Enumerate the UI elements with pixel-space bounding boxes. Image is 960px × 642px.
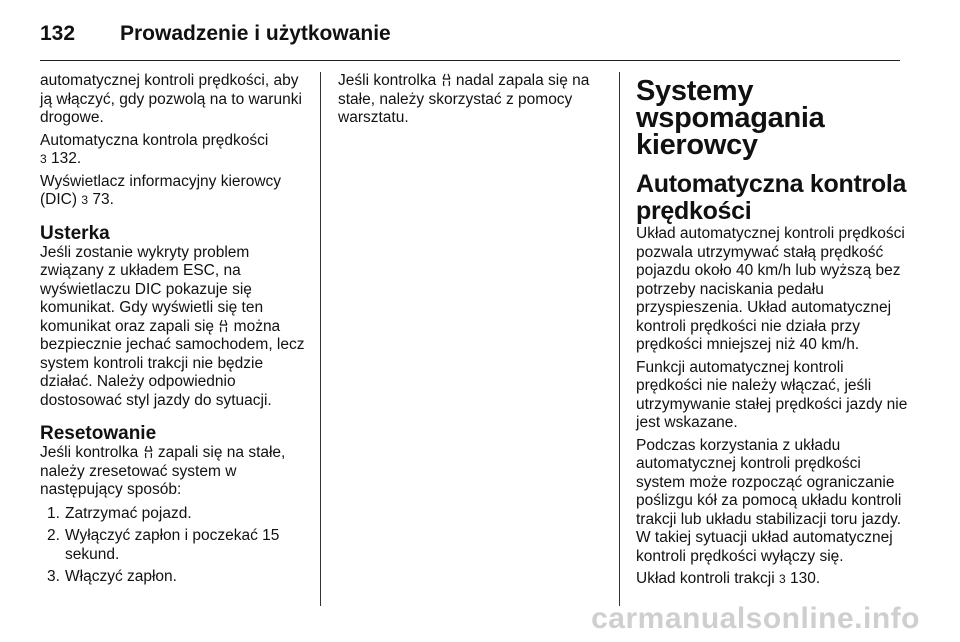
- column-divider: [320, 72, 321, 606]
- column-divider: [619, 72, 620, 606]
- heading-fault: Usterka: [40, 222, 110, 244]
- cross-reference: Automatyczna kontrola prędkości 3 132.: [40, 131, 269, 167]
- paragraph: Jeśli kontrolka nadal zapala się na stałe, należy skorzystać z pomocy warsztatu.: [338, 72, 590, 126]
- watermark: carmanualsonline.info: [591, 602, 920, 635]
- traction-control-icon: [441, 73, 452, 87]
- column-3: [636, 68, 908, 593]
- section-heading: Systemy wspomagania kierowcy: [636, 75, 825, 161]
- column-1: [40, 72, 305, 591]
- paragraph: automatycznej kontroli prędkości, aby ją włączyć, gdy pozwolą na to warunki drogowe.: [40, 72, 302, 126]
- header-rule: [40, 60, 900, 61]
- paragraph: Podczas korzystania z układu automatycznej kontroli prędkości system może rozpocząć ograniczanie poślizgu kół za pomocą układu kontroli trakcji lub układu stabilizacji toru jazdy. W takiej sytuacji układ automatycznej kontroli prędkości wyłączy się.: [636, 436, 902, 565]
- ref-arrow-icon: 3: [779, 572, 786, 586]
- traction-control-icon: [218, 319, 229, 333]
- page-number: 132: [40, 22, 76, 45]
- list-item: 2. Wyłączyć zapłon i poczekać 15 sekund.: [47, 527, 280, 563]
- steps-list: [40, 505, 305, 587]
- cross-reference: Wyświetlacz informacyjny kierowcy (DIC) 3 73.: [40, 172, 282, 208]
- ref-arrow-icon: 3: [81, 193, 89, 207]
- page-title: Prowadzenie i użytkowanie: [120, 22, 391, 45]
- paragraph: Jeśli kontrolka zapali się na stałe, należy zresetować system w następujący sposób:: [40, 444, 286, 498]
- column-2: [338, 72, 608, 132]
- paragraph: Funkcji automatycznej kontroli prędkości nie należy włączać, jeśli utrzymywanie stałej prędkości jazdy nie jest wskazane.: [636, 358, 908, 431]
- ref-arrow-icon: 3: [40, 152, 47, 166]
- subsection-heading: Automatyczna kontrola prędkości: [636, 170, 907, 225]
- list-item: 3. Włączyć zapłon.: [47, 568, 177, 585]
- heading-reset: Resetowanie: [40, 423, 157, 444]
- paragraph: Układ automatycznej kontroli prędkości pozwala utrzymywać stałą prędkość pojazdu około 40 km/h lub wyższą bez potrzeby naciskania pedału przyspieszenia. Układ automatycznej kontroli prędkości nie działa przy prędkości mniejszej niż 40 km/h.: [636, 225, 905, 353]
- traction-control-icon: [143, 445, 154, 459]
- paragraph: Jeśli zostanie wykryty problem związany z układem ESC, na wyświetlaczu DIC pokazuje się komunikat. Gdy wyświetli się ten komunikat oraz zapali się można bezpiecznie jechać samochodem, lecz system kontroli trakcji nie będzie działać. Należy odpowiednio dostosować styl jazdy do sytuacji.: [40, 243, 305, 409]
- list-item: 1. Zatrzymać pojazd.: [47, 504, 192, 522]
- cross-reference: Układ kontroli trakcji 3 130.: [636, 570, 821, 587]
